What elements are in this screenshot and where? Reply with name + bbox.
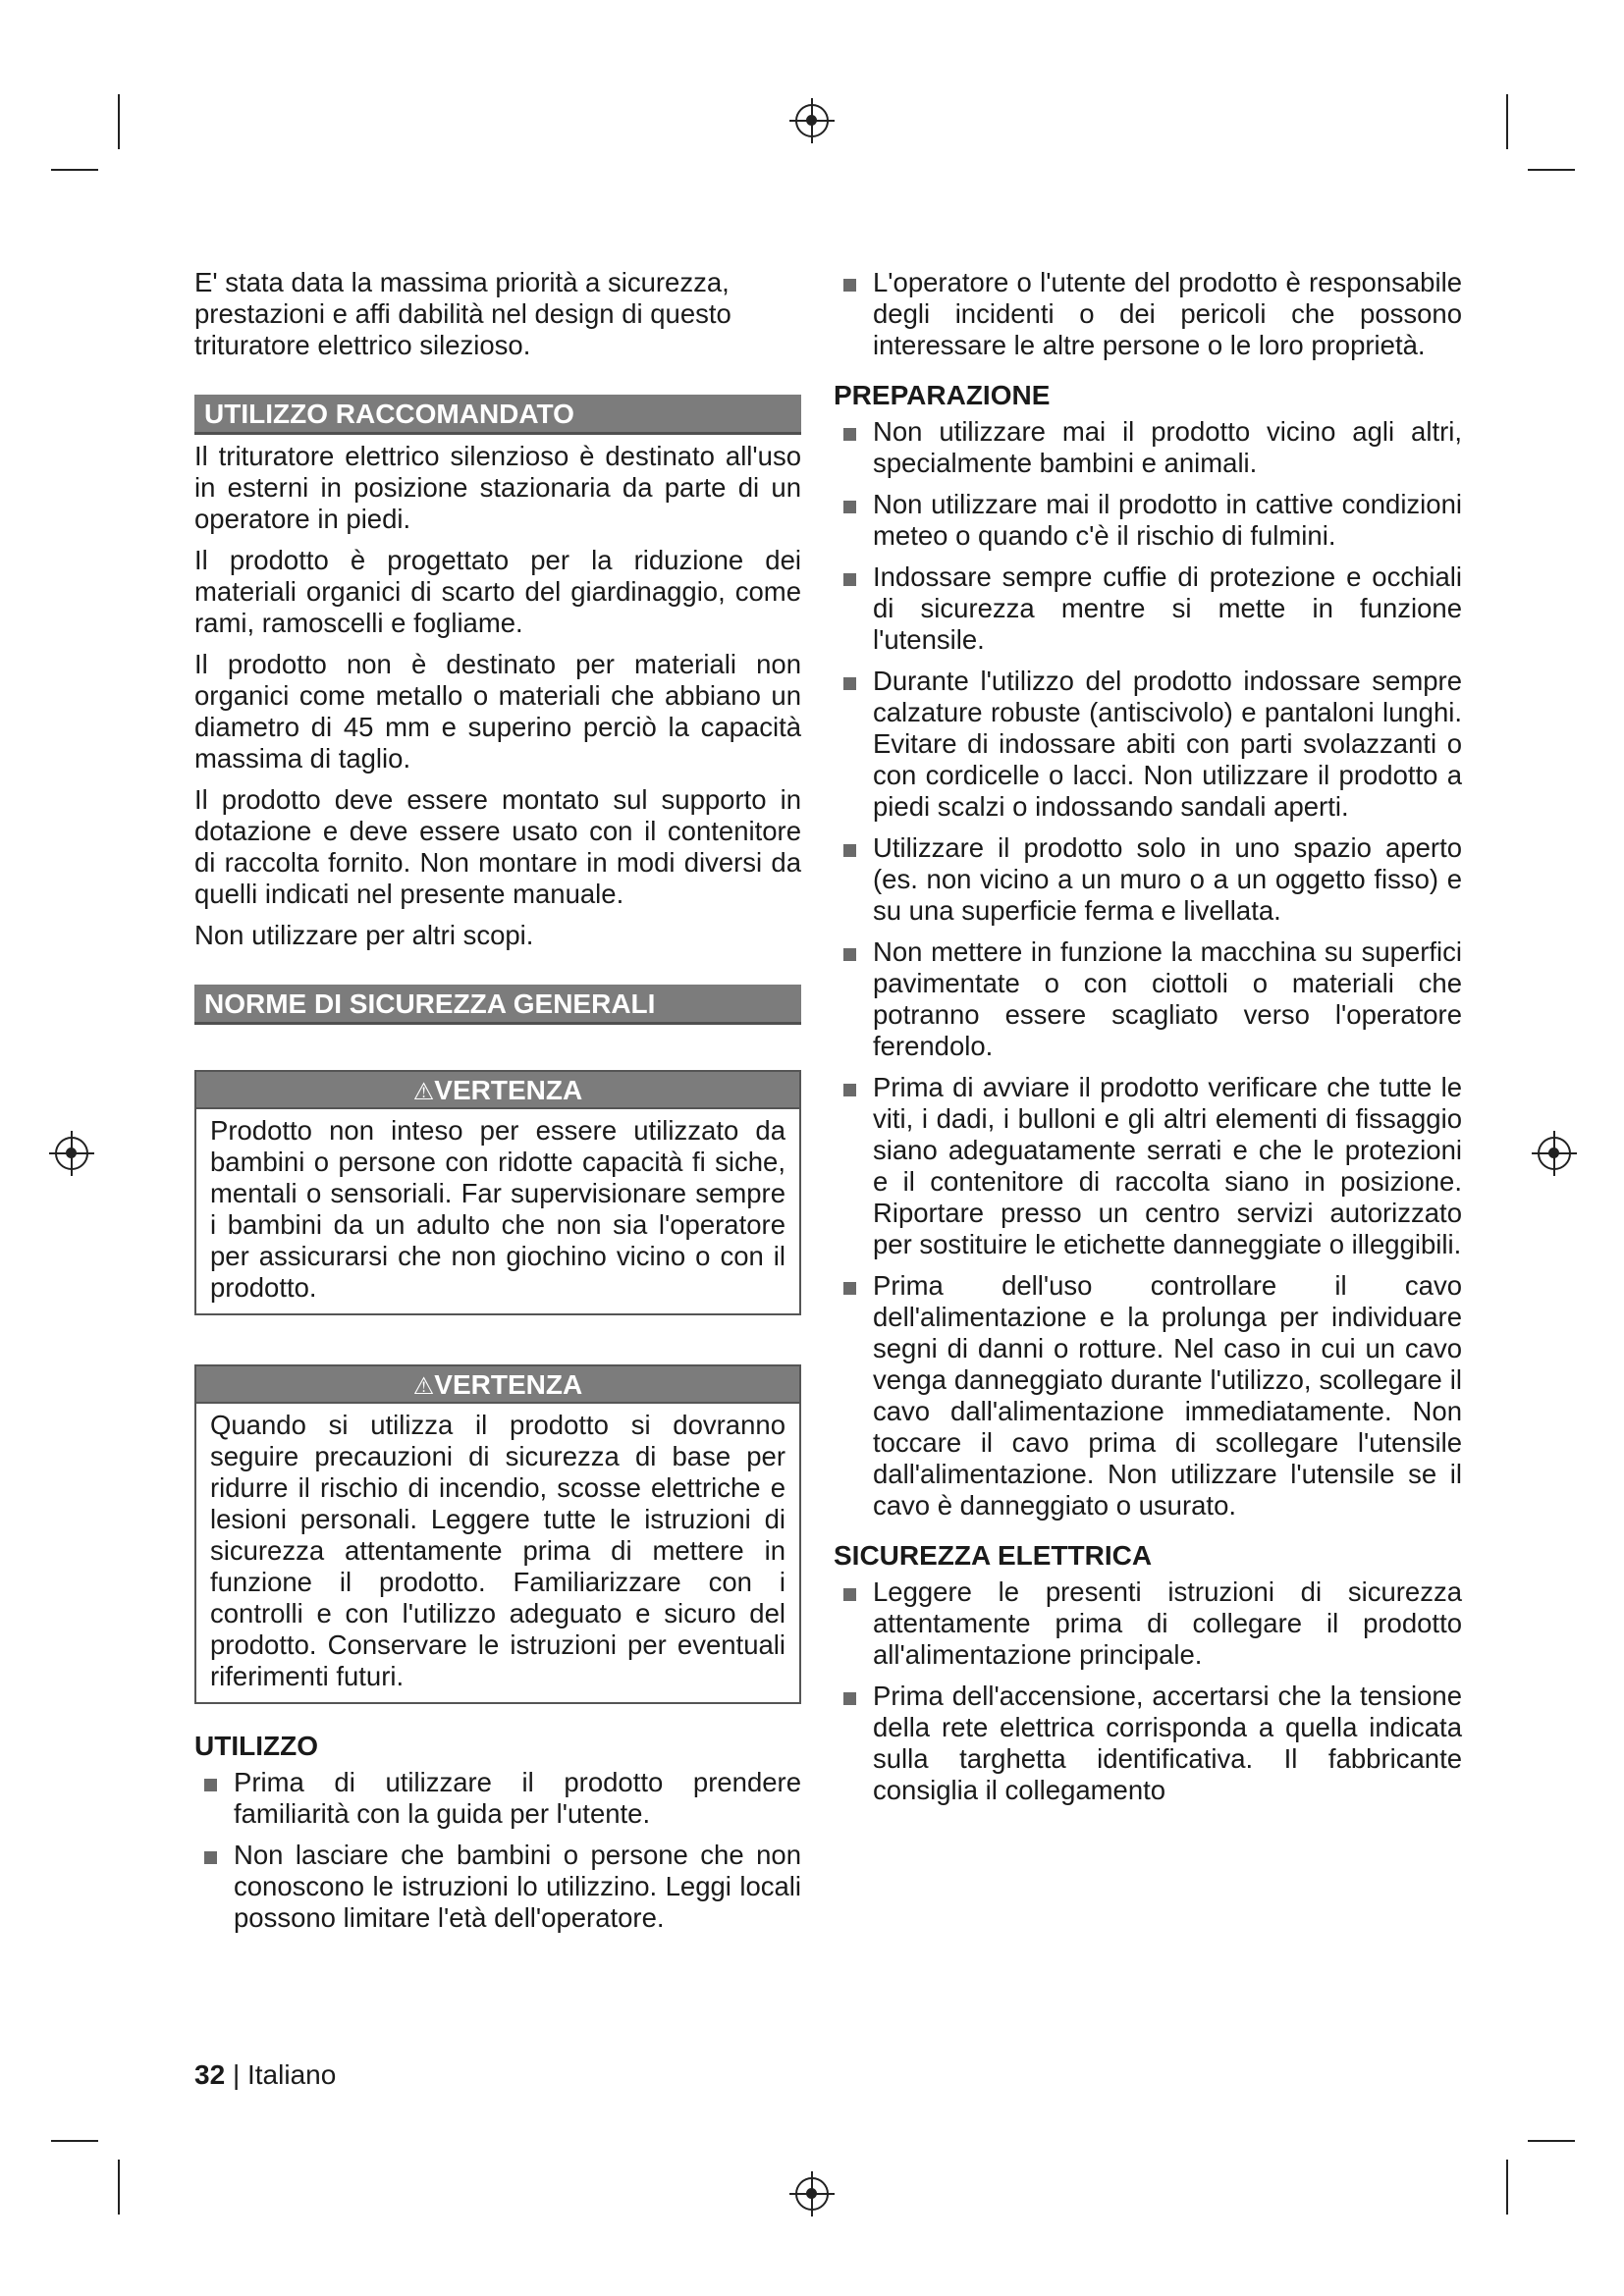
left-column (194, 267, 801, 1944)
registration-mark-icon (1538, 1137, 1571, 1170)
subheading-utilizzo: UTILIZZO (194, 1731, 318, 1761)
list-item: Durante l'utilizzo del prodotto indossare sempre calzature robuste (antiscivolo) e pantaloni lunghi. Evitare di indossare abiti con parti svolazzanti o con cordicelle o lacci. Non utilizzare il prodotto a piedi scalzi o indossando sandali aperti. (834, 666, 1462, 823)
bullet-list (834, 416, 1462, 1522)
crop-mark (1528, 2140, 1575, 2142)
registration-mark-icon (795, 2177, 829, 2211)
page-number: 32 (194, 2059, 226, 2090)
paragraph: Il prodotto deve essere montato sul supporto in dotazione e deve essere usato con il contenitore di raccolta fornito. Non montare in modi diversi da quelli indicati nel presente manuale. (194, 784, 801, 909)
crop-mark (51, 169, 98, 171)
warning-title: VERTENZA (434, 1075, 583, 1105)
list-item: Prima dell'uso controllare il cavo dell'alimentazione e la prolunga per individuare segni di danni o rotture. Nel caso in cui un cavo venga danneggiato durante l'utilizzo, scollegare il cavo dall'alimentazione immediatamente. Non toccare il cavo prima di scollegare l'utensile dall'alimentazione. Non utilizzare l'utensile se il cavo è danneggiato o usurato. (834, 1270, 1462, 1522)
warning-icon: ⚠ (412, 1079, 435, 1105)
warning-text: Quando si utilizza il prodotto si dovranno seguire precauzioni di sicurezza di base per ridurre il rischio di incendio, scosse elettriche e lesioni personali. Leggere tutte le istruzioni di sicurezza attentamente prima di mettere in funzione il prodotto. Familiarizzare con i controlli e con l'utilizzo adeguato e sicuro del prodotto. Conservare le istruzioni per eventuali riferimenti futuri. (210, 1410, 785, 1691)
list-item: Non mettere in funzione la macchina su superfici pavimentate o con ciottoli o materiali che potranno essere scagliato verso l'operatore ferendolo. (834, 936, 1462, 1062)
right-column (834, 267, 1462, 1816)
warning-box (194, 1070, 801, 1315)
paragraph: Il prodotto è progettato per la riduzione dei materiali organici di scarto del giardinaggio, come rami, ramoscelli e fogliame. (194, 545, 801, 638)
list-item: Prima di avviare il prodotto verificare che tutte le viti, i dadi, i bulloni e gli altri elementi di fissaggio siano adeguatamente serrati e che le protezioni e il contenitore di raccolta siano in posizione. Riportare presso un centro servizi autorizzato per sostituire le etichette danneggiate o illeggibili. (834, 1072, 1462, 1260)
crop-mark (1506, 2160, 1508, 2215)
crop-mark (1506, 94, 1508, 149)
list-item: Non utilizzare mai il prodotto vicino agli altri, specialmente bambini e animali. (834, 416, 1462, 479)
footer-language: Italiano (247, 2059, 337, 2090)
list-item: Non utilizzare mai il prodotto in cattive condizioni meteo o quando c'è il rischio di fulmini. (834, 489, 1462, 552)
section-heading-general-safety: NORME DI SICUREZZA GENERALI (194, 985, 801, 1025)
crop-mark (118, 2160, 120, 2215)
paragraph: Il prodotto non è destinato per materiali non organici come metallo o materiali che abbiano un diametro di 45 mm e superino perciò la capacità massima di taglio. (194, 649, 801, 774)
paragraph: Il trituratore elettrico silenzioso è destinato all'uso in esterni in posizione stazionaria da parte di un operatore in piedi. (194, 441, 801, 534)
registration-mark-icon (795, 104, 829, 137)
registration-mark-icon (55, 1137, 88, 1170)
intro-paragraph: E' stata data la massima priorità a sicurezza, prestazioni e affi dabilità nel design di questo trituratore elettrico silezioso. (194, 267, 731, 360)
section-heading-recommended-use: UTILIZZO RACCOMANDATO (194, 395, 801, 435)
warning-title: VERTENZA (434, 1369, 583, 1400)
bullet-list (834, 267, 1462, 361)
warning-text: Prodotto non inteso per essere utilizzato da bambini o persone con ridotte capacità fi siche, mentali o sensoriali. Far supervisionare sempre i bambini da un adulto che non sia l'operatore per assicurarsi che non giochino vicino o con il prodotto. (210, 1115, 785, 1303)
warning-box (194, 1364, 801, 1704)
list-item: Indossare sempre cuffie di protezione e occhiali di sicurezza mentre si mette in funzione l'utensile. (834, 561, 1462, 656)
paragraph: Non utilizzare per altri scopi. (194, 920, 534, 950)
page-footer (194, 2059, 336, 2091)
warning-header (196, 1366, 799, 1404)
crop-mark (1528, 169, 1575, 171)
subheading-sicurezza-elettrica: SICUREZZA ELETTRICA (834, 1540, 1153, 1571)
list-item: L'operatore o l'utente del prodotto è responsabile degli incidenti o dei pericoli che possono interessare le altre persone o le loro proprietà. (834, 267, 1462, 361)
warning-icon: ⚠ (412, 1373, 435, 1400)
list-item: Leggere le presenti istruzioni di sicurezza attentamente prima di collegare il prodotto all'alimentazione principale. (834, 1576, 1462, 1671)
crop-mark (118, 94, 120, 149)
bullet-list (194, 1767, 801, 1934)
footer-separator: | (232, 2059, 241, 2090)
bullet-list (834, 1576, 1462, 1806)
warning-header (196, 1072, 799, 1109)
list-item: Prima dell'accensione, accertarsi che la tensione della rete elettrica corrisponda a quella indicata sulla targhetta identificativa. Il fabbricante consiglia il collegamento (834, 1681, 1462, 1806)
list-item: Utilizzare il prodotto solo in uno spazio aperto (es. non vicino a un muro o a un oggetto fisso) e su una superficie ferma e livellata. (834, 832, 1462, 927)
crop-mark (51, 2140, 98, 2142)
list-item: Non lasciare che bambini o persone che non conoscono le istruzioni lo utilizzino. Leggi locali possono limitare l'età dell'operatore. (194, 1840, 801, 1934)
list-item: Prima di utilizzare il prodotto prendere familiarità con la guida per l'utente. (194, 1767, 801, 1830)
subheading-preparazione: PREPARAZIONE (834, 380, 1051, 410)
